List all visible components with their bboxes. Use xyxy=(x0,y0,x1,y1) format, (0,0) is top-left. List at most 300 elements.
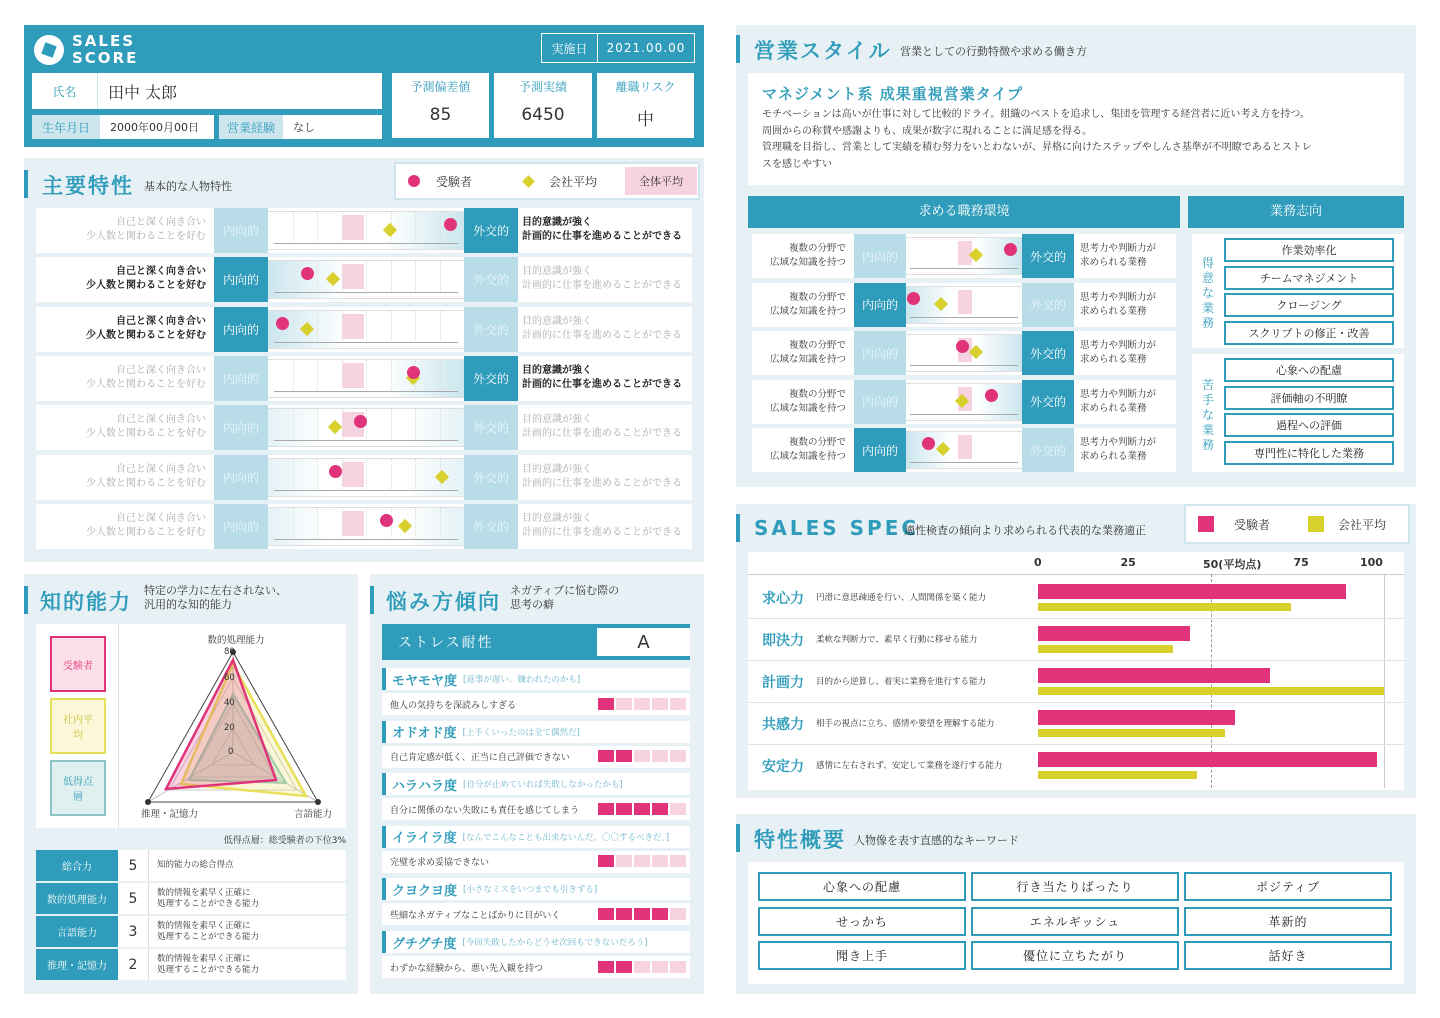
birth-box xyxy=(32,115,214,139)
spec-category: 即決力 xyxy=(762,633,804,649)
scale-tick xyxy=(317,508,318,538)
worry-item xyxy=(382,931,690,979)
env-left-desc: 複数の分野で 広域な知識を持つ xyxy=(769,437,846,462)
examinee-marker xyxy=(407,366,420,379)
trait-right-pole: 外交的 xyxy=(464,455,518,500)
trait-row xyxy=(36,307,692,352)
worry-level xyxy=(596,695,686,714)
task-tag: 専門性に特化した業務 xyxy=(1224,441,1394,465)
company-marker xyxy=(398,519,412,533)
scale-tick xyxy=(293,508,294,538)
x-tick-label: 75 xyxy=(1293,556,1309,569)
trait-right-desc: 目的意識が強く 計画的に仕事を進めることができる xyxy=(522,217,682,242)
env-scale xyxy=(906,334,1022,372)
ability-desc: 数的情報を素早く正確に 処理することができる能力 xyxy=(148,916,259,947)
bar-examinee xyxy=(1038,710,1235,725)
scale-tick xyxy=(440,311,441,341)
title-accent xyxy=(370,586,374,614)
divider xyxy=(118,624,119,828)
stat-box xyxy=(494,73,592,138)
scale-tick xyxy=(440,409,441,439)
style-type-title: マネジメント系 成果重視営業タイプ xyxy=(762,85,1024,103)
env-right-desc: 思考力や判断力が 求められる業務 xyxy=(1080,388,1157,414)
task-tag: 作業効率化 xyxy=(1224,238,1394,262)
bar-examinee xyxy=(1038,626,1190,641)
average-band xyxy=(342,264,364,289)
scale-tick xyxy=(440,508,441,538)
scale-tick xyxy=(440,212,441,242)
trait-right-pole: 外交的 xyxy=(464,257,518,302)
worry-name: ハラハラ度 xyxy=(392,778,458,794)
keywords-subtitle: 人物像を表す直感的なキーワード xyxy=(854,834,1019,847)
trait-right-desc: 目的意識が強く 計画的に仕事を進めることができる xyxy=(522,364,682,390)
spec-chart xyxy=(748,552,1404,790)
scale-axis xyxy=(910,268,1018,269)
examinee-dot-icon xyxy=(408,175,420,187)
ability-desc: 知的能力の総合得点 xyxy=(148,850,234,881)
scale-axis xyxy=(274,490,458,491)
level-square xyxy=(598,908,614,920)
worry-note: [自分が止めていれば失敗しなかったかも] xyxy=(463,780,623,791)
x-tick-label: 50(平均点) xyxy=(1203,558,1262,571)
row-divider xyxy=(748,660,1404,661)
level-square xyxy=(598,803,614,815)
env-row xyxy=(752,283,1176,327)
title-accent xyxy=(736,514,740,542)
logo-icon xyxy=(34,35,64,65)
worry-name: グチグチ度 xyxy=(392,936,457,952)
examinee-marker xyxy=(380,514,393,527)
level-square xyxy=(670,750,686,762)
average-band xyxy=(958,435,972,459)
env-scale xyxy=(906,237,1022,275)
worry-note: [小さなミスをいつまでも引きずる] xyxy=(463,885,598,896)
legend-company: 会社平均 xyxy=(549,174,598,189)
scale-tick xyxy=(440,261,441,291)
name-box xyxy=(32,73,382,109)
scale-tick xyxy=(415,311,416,341)
ability-desc: 数的情報を素早く正確に 処理することができる能力 xyxy=(148,883,259,914)
scale-axis xyxy=(910,317,1018,318)
row-divider xyxy=(748,618,1404,619)
worry-note: [今回失敗したからどうせ次回もできないだろう] xyxy=(462,938,648,948)
trait-left-pole: 内向的 xyxy=(214,208,268,253)
scale-axis xyxy=(274,292,458,293)
company-marker xyxy=(936,442,950,456)
style-line: モチベーションは高いが仕事に対して比較的ドライ。組織のベストを追求し、集団を管理する経営者に近い考え方を持つ。 xyxy=(762,109,1310,120)
spec-category: 共感力 xyxy=(762,717,804,733)
examinee-marker xyxy=(1004,243,1017,256)
trait-right-pole: 外交的 xyxy=(464,405,518,450)
trait-right-pole: 外交的 xyxy=(464,356,518,401)
env-right-desc: 思考力や判断力が 求められる業務 xyxy=(1080,340,1157,365)
bad-label: 苦手な業務 xyxy=(1202,378,1215,452)
scale-tick xyxy=(415,409,416,439)
keyword-tag: 優位に立ちたがり xyxy=(971,941,1179,970)
logo-text-1: SALES xyxy=(72,32,136,50)
scale-tick xyxy=(342,261,343,291)
trait-left-desc: 自己と深く向き合い 少人数と関わることを好む xyxy=(86,512,206,538)
intellect-row xyxy=(36,850,346,881)
worry-desc: わずかな経験から、悪い先入観を持つ xyxy=(390,963,544,974)
task-tag: 評価軸の不明瞭 xyxy=(1224,386,1394,410)
scale-tick xyxy=(440,360,441,390)
radar-tick: 40 xyxy=(224,698,235,708)
env-left-pole: 内向的 xyxy=(854,380,906,424)
stat-value: 中 xyxy=(637,110,654,130)
radar-area xyxy=(36,624,346,828)
env-left-pole: 内向的 xyxy=(854,234,906,278)
axis-right-label: 言語能力 xyxy=(294,809,333,820)
worry-item xyxy=(382,826,690,874)
x-tick-label: 25 xyxy=(1120,556,1136,569)
env-left-pole: 内向的 xyxy=(854,428,906,472)
env-title: 求める職務環境 xyxy=(748,196,1180,228)
scale-axis xyxy=(910,414,1018,415)
stat-label: 離職リスク xyxy=(615,80,676,94)
task-tag: クロージング xyxy=(1224,293,1394,317)
trait-row xyxy=(36,208,692,253)
worry-item xyxy=(382,878,690,926)
chart-header-line xyxy=(748,574,1404,575)
env-left-desc: 複数の分野で 広域な知識を持つ xyxy=(769,291,846,317)
scale-tick xyxy=(415,508,416,538)
axis-top-label: 数的処理能力 xyxy=(207,635,265,646)
intellect-title: 知的能力 xyxy=(40,590,132,614)
scale-axis xyxy=(274,391,458,392)
trait-left-pole: 内向的 xyxy=(214,307,268,352)
trait-right-desc: 目的意識が強く 計画的に仕事を進めることができる xyxy=(522,463,682,489)
trait-left-desc: 自己と深く向き合い 少人数と関わることを好む xyxy=(86,266,206,292)
spec-category: 計画力 xyxy=(762,675,804,691)
ability-score: 5 xyxy=(128,857,138,874)
radar-tick: 60 xyxy=(224,673,235,683)
bar-examinee xyxy=(1038,584,1346,599)
env-row xyxy=(752,428,1176,472)
scale-tick xyxy=(366,360,367,390)
traits-legend xyxy=(394,162,700,200)
keyword-tag: ポジティブ xyxy=(1184,872,1392,901)
scale-axis xyxy=(274,342,458,343)
ability-score: 2 xyxy=(128,956,138,973)
scale-tick xyxy=(366,311,367,341)
stress-label: ストレス耐性 xyxy=(398,635,494,651)
radar-tick: 0 xyxy=(228,747,234,757)
low-score-note: 低得点層：総受験者の下位3% xyxy=(223,836,346,846)
traits-subtitle: 基本的な人物特性 xyxy=(144,180,232,193)
radar-tick: 20 xyxy=(224,723,235,733)
name-value: 田中 太郎 xyxy=(108,82,178,102)
worry-level xyxy=(596,800,686,819)
level-square xyxy=(652,698,668,710)
worry-note: [返事が遅い、嫌われたのかも] xyxy=(463,675,581,685)
company-diamond-icon xyxy=(522,175,535,188)
level-square xyxy=(634,855,650,867)
legend-examinee: 受験者 xyxy=(436,174,473,189)
date-box xyxy=(541,33,695,63)
worry-level xyxy=(596,958,686,977)
ability-desc: 数的情報を素早く正確に 処理することができる能力 xyxy=(148,949,259,980)
env-left-desc: 複数の分野で 広域な知識を持つ xyxy=(769,243,846,268)
logo-text-2: SCORE xyxy=(72,49,139,67)
examinee-marker xyxy=(907,292,920,305)
scale-tick xyxy=(366,261,367,291)
company-marker xyxy=(934,296,948,310)
worry-name: モヤモヤ度 xyxy=(392,673,458,689)
examinee-marker xyxy=(956,340,969,353)
trait-scale xyxy=(268,458,464,497)
legend-company-box: 社内平均 xyxy=(50,698,106,754)
worry-desc: 些細なネガティブなことばかりに目がいく xyxy=(390,910,561,921)
trait-scale xyxy=(268,260,464,299)
scale-axis xyxy=(274,440,458,441)
spec-legend xyxy=(1184,504,1410,544)
level-square xyxy=(634,803,650,815)
exp-label: 営業経験 xyxy=(219,115,283,139)
worry-name: イライラ度 xyxy=(392,831,457,847)
bar-examinee xyxy=(1038,752,1377,767)
intellect-row xyxy=(36,916,346,947)
env-panel xyxy=(736,190,1416,487)
company-marker xyxy=(435,469,449,483)
worry-body xyxy=(382,851,690,873)
x-tick-label: 100 xyxy=(1360,556,1383,569)
style-line: スを感じやすい xyxy=(762,158,832,170)
company-swatch-icon xyxy=(1308,516,1324,532)
bar-company xyxy=(1038,729,1225,737)
legend-all: 全体平均 xyxy=(625,167,697,195)
worry-note: [上手くいったのは全て偶然だ] xyxy=(462,727,580,738)
legend-examinee-box: 受験者 xyxy=(50,636,106,692)
trait-left-pole: 内向的 xyxy=(214,356,268,401)
level-square xyxy=(598,750,614,762)
traits-title: 主要特性 xyxy=(42,174,134,198)
env-left-pole: 内向的 xyxy=(854,283,906,327)
trait-right-desc: 目的意識が強く 計画的に仕事を進めることができる xyxy=(522,414,682,440)
bar-company xyxy=(1038,687,1384,695)
env-left-pole: 内向的 xyxy=(854,331,906,375)
orient-title: 業務志向 xyxy=(1188,196,1404,228)
spec-desc: 目的から逆算し、着実に業務を進行する能力 xyxy=(816,677,987,687)
examinee-marker xyxy=(985,389,998,402)
scale-tick xyxy=(415,459,416,489)
scale-tick xyxy=(342,508,343,538)
scale-tick xyxy=(366,459,367,489)
trait-row xyxy=(36,405,692,450)
spec-desc: 相手の視点に立ち、感情や要望を理解する能力 xyxy=(816,719,995,729)
worry-desc: 他人の気持ちを深読みしすぎる xyxy=(390,700,517,711)
keyword-tag: 聞き上手 xyxy=(758,941,966,970)
spec-desc: 感情に左右されず、安定して業務を遂行する能力 xyxy=(816,761,1003,771)
trait-left-desc: 自己と深く向き合い 少人数と関わることを好む xyxy=(86,315,206,341)
scale-tick xyxy=(342,459,343,489)
trait-right-pole: 外交的 xyxy=(464,307,518,352)
trait-right-desc: 目的意識が強く 計画的に仕事を進めることができる xyxy=(522,315,682,341)
worry-panel xyxy=(370,574,704,994)
spec-desc: 円滑に意思疎通を行い、人間関係を築く能力 xyxy=(816,593,987,603)
legend-examinee: 受験者 xyxy=(1234,517,1271,532)
scale-tick xyxy=(415,212,416,242)
worry-note: [なんでこんなことも出来ないんだ。〇〇するべきだ。] xyxy=(462,832,670,843)
spec-category: 安定力 xyxy=(762,759,804,775)
trait-left-pole: 内向的 xyxy=(214,504,268,549)
scale-tick xyxy=(366,508,367,538)
env-right-pole: 外交的 xyxy=(1022,234,1074,278)
level-square xyxy=(670,855,686,867)
level-square xyxy=(670,961,686,973)
ability-score: 3 xyxy=(128,923,138,940)
trait-scale xyxy=(268,310,464,349)
spec-category: 求心力 xyxy=(762,591,804,607)
good-tasks xyxy=(1192,234,1404,348)
worry-body xyxy=(382,798,690,820)
bad-tasks xyxy=(1192,354,1404,472)
trait-scale xyxy=(268,507,464,546)
exp-box xyxy=(219,115,382,139)
trait-row xyxy=(36,257,692,302)
level-square xyxy=(616,855,632,867)
keywords-panel xyxy=(736,814,1416,994)
examinee-marker xyxy=(301,267,314,280)
level-square xyxy=(670,803,686,815)
env-scale xyxy=(906,286,1022,324)
scale-tick xyxy=(293,311,294,341)
style-line: 管理職を目指し、営業として実績を積む努力をいとわないが、昇格に向けたステップやしんさ基準が不明瞭であるとストレ xyxy=(762,142,1312,153)
task-tag: 過程への評価 xyxy=(1224,413,1394,437)
trait-right-pole: 外交的 xyxy=(464,504,518,549)
env-scale xyxy=(906,431,1022,469)
level-square xyxy=(616,908,632,920)
exp-value: なし xyxy=(293,121,315,134)
level-square xyxy=(652,908,668,920)
worry-item xyxy=(382,668,690,716)
name-label: 氏名 xyxy=(32,73,98,109)
env-right-pole: 外交的 xyxy=(1022,331,1074,375)
spec-subtitle: 適性検査の傾向より求められる代表的な業務適正 xyxy=(904,524,1146,537)
stat-value: 6450 xyxy=(521,105,565,125)
scale-axis xyxy=(910,462,1018,463)
scale-tick xyxy=(391,261,392,291)
worry-title: 悩み方傾向 xyxy=(386,590,501,614)
bar-company xyxy=(1038,603,1291,611)
trait-row xyxy=(36,504,692,549)
worry-head xyxy=(382,668,690,690)
env-scale xyxy=(906,383,1022,421)
spec-title: SALES SPEC xyxy=(754,516,920,540)
ability-name: 数的処理能力 xyxy=(36,883,118,914)
legend-company: 会社平均 xyxy=(1338,517,1387,532)
trait-scale xyxy=(268,211,464,250)
level-square xyxy=(652,961,668,973)
axis-left-label: 推理・記憶力 xyxy=(141,809,199,820)
ability-score: 5 xyxy=(128,890,138,907)
keyword-tag: 革新的 xyxy=(1184,907,1392,936)
ability-name: 推理・記憶力 xyxy=(36,949,118,980)
scale-tick xyxy=(342,311,343,341)
average-band xyxy=(342,462,364,487)
trait-left-pole: 内向的 xyxy=(214,455,268,500)
scale-tick xyxy=(293,459,294,489)
keyword-tag: 心象への配慮 xyxy=(758,872,966,901)
stat-label: 予測実績 xyxy=(518,80,567,94)
worry-head xyxy=(382,773,690,795)
legend-low-box: 低得点層 xyxy=(50,760,106,816)
traits-panel xyxy=(24,158,704,562)
company-marker xyxy=(382,223,396,237)
trait-left-desc: 自己と深く向き合い 少人数と関わることを好む xyxy=(86,217,206,242)
scale-tick xyxy=(317,459,318,489)
worry-level xyxy=(596,905,686,924)
worry-level xyxy=(596,747,686,766)
scale-tick xyxy=(293,360,294,390)
examinee-marker xyxy=(329,465,342,478)
average-band xyxy=(342,215,364,240)
scale-tick xyxy=(317,360,318,390)
level-square xyxy=(598,961,614,973)
trait-left-desc: 自己と深く向き合い 少人数と関わることを好む xyxy=(86,463,206,489)
keyword-tag: せっかち xyxy=(758,907,966,936)
level-square xyxy=(616,961,632,973)
env-right-pole: 外交的 xyxy=(1022,380,1074,424)
level-square xyxy=(598,855,614,867)
date-value: 2021.00.00 xyxy=(606,41,686,55)
scale-tick xyxy=(317,409,318,439)
level-square xyxy=(616,698,632,710)
trait-left-pole: 内向的 xyxy=(214,405,268,450)
worry-item xyxy=(382,773,690,821)
scale-tick xyxy=(415,261,416,291)
scale-tick xyxy=(391,409,392,439)
trait-scale xyxy=(268,359,464,398)
company-marker xyxy=(300,322,314,336)
level-square xyxy=(670,698,686,710)
worry-body xyxy=(382,693,690,715)
bar-company xyxy=(1038,645,1173,653)
worry-desc: 自己肯定感が低く、正当に自己評価できない xyxy=(390,753,570,764)
scale-tick xyxy=(391,311,392,341)
style-body xyxy=(748,73,1404,185)
keyword-tag: 話好き xyxy=(1184,941,1392,970)
scale-tick xyxy=(391,360,392,390)
logo xyxy=(34,33,184,67)
company-marker xyxy=(326,272,340,286)
env-row xyxy=(752,234,1176,278)
trait-left-desc: 自己と深く向き合い 少人数と関わることを好む xyxy=(86,364,206,390)
level-square xyxy=(634,698,650,710)
level-square xyxy=(634,750,650,762)
worry-body xyxy=(382,903,690,925)
task-tag: 心象への配慮 xyxy=(1224,358,1394,382)
worry-item xyxy=(382,721,690,769)
worry-head xyxy=(382,721,690,743)
level-square xyxy=(652,803,668,815)
worry-head xyxy=(382,931,690,953)
env-left-desc: 複数の分野で 広域な知識を持つ xyxy=(769,388,846,414)
trait-left-pole: 内向的 xyxy=(214,257,268,302)
worry-head xyxy=(382,826,690,848)
trait-left-desc: 自己と深く向き合い 少人数と関わることを好む xyxy=(86,414,206,440)
scale-tick xyxy=(342,409,343,439)
level-square xyxy=(634,961,650,973)
spec-desc: 柔軟な判断力で、素早く行動に移せる能力 xyxy=(816,635,978,645)
date-label: 実施日 xyxy=(542,34,598,62)
style-panel xyxy=(736,25,1416,191)
level-square xyxy=(634,908,650,920)
env-right-pole: 外交的 xyxy=(1022,428,1074,472)
scale-tick xyxy=(293,212,294,242)
scale-tick xyxy=(342,360,343,390)
intellect-subtitle: 特定の学力に左右されない、 汎用的な知的能力 xyxy=(144,584,287,611)
